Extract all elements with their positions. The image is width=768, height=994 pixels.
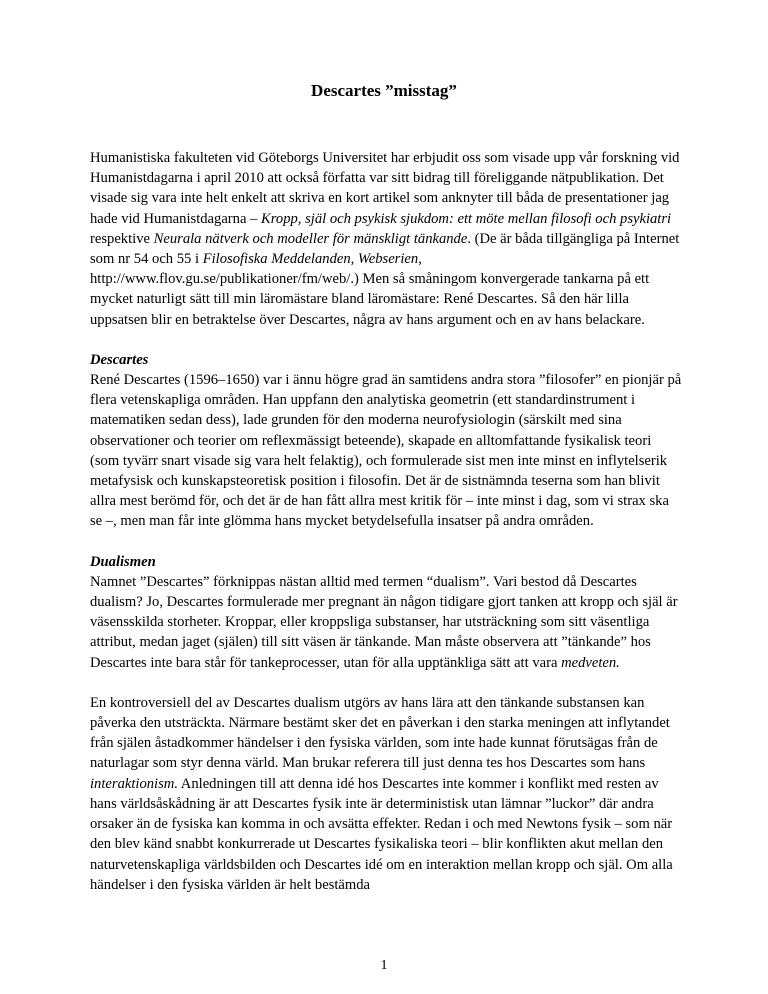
section-heading-descartes: Descartes <box>90 351 149 368</box>
document-title: Descartes ”misstag” <box>311 81 457 100</box>
paragraph-dualismen: Dualismen Namnet ”Descartes” förknippas nästan alltid med termen “dualism”. Vari bestod då Descartes dualism? Jo, Descartes formulerade mer pregnant än någon tidigare gjort tanken att kropp och själ är väsensskilda storheter. Kroppar, eller kroppsliga substanser, har utsträckning som sitt väsentliga attribut, medan jaget (själen) till sitt väsen är tänkande. Man måste observera att ”tänkande” hos Descartes inte bara står för tankeprocesser, utan för alla upptänkliga sätt att vara medveten. <box>90 552 682 673</box>
page-number: 1 <box>380 958 388 973</box>
document-body <box>90 148 682 915</box>
section-heading-dualismen: Dualismen <box>90 553 156 570</box>
paragraph-descartes: Descartes René Descartes (1596–1650) var i ännu högre grad än samtidens andra stora ”filosofer” en pionjär på flera vetenskapliga områden. Han uppfann den analytiska geometrin (ett standardinstrument i matematiken sedan dess), lade grunden för den moderna neurofysiologin (särskilt med sina observationer och teorier om reflexmässigt beteende), skapade en alltomfattande fysikalisk teori (som tyvärr snart visade sig vara helt felaktig), och formulerade sist men inte minst en inflytelserik metafysisk och kunskapsteoretisk position i filosofin. Det är de sistnämnda teserna som han blivit allra mest berömd för, och det är de han fått allra mest kritik för – inte minst i dag, som vi strax ska se –, men man får inte glömma hans mycket betydelsefulla insatser på andra områden. <box>90 351 682 530</box>
paragraph-interaktionism: En kontroversiell del av Descartes dualism utgörs av hans lära att den tänkande substansen kan påverka den utsträckta. Närmare bestämt sker det en påverkan i den starka meningen att inflytandet från själen åstadkommer händelser i den fysiska världen, som inte hade kunnat förutsägas från de naturlagar som styr denna värld. Man brukar referera till just denna tes hos Descartes som hans interaktionism. Anledningen till att denna idé hos Descartes inte kommer i konflikt med resten av hans världsåskådning är att Descartes fysik inte är deterministisk utan lämnar ”luckor” där andra orsaker än de fysiska kan komma in och avsätta effekter. Redan i och med Newtons fysik – som när den blev känd snabbt konkurrerade ut Descartes fysikaliska teori – blir konflikten akut mellan den naturvetenskapliga världsbilden och Descartes idé om en interaktion mellan kropp och själ. Om alla händelser i den fysiska världen är helt bestämda <box>90 694 673 893</box>
paragraph-intro: Humanistiska fakulteten vid Göteborgs Universitet har erbjudit oss som visade upp vår forskning vid Humanistdagarna i april 2010 att också författa var sitt bidrag till föreliggande nätpublikation. Det visade sig vara inte helt enkelt att skriva en kort artikel som anknyter till båda de presentationer jag hade vid Humanistdagarna – Kropp, själ och psykisk sjukdom: ett möte mellan filosofi och psykiatri respektive Neurala nätverk och modeller för mänskligt tänkande. (De är båda tillgängliga på Internet som nr 54 och 55 i Filosofiska Meddelanden, Webserien, http://www.flov.gu.se/publikationer/fm/web/.) Men så småningom konvergerade tankarna på ett mycket naturligt sätt till min läromästare bland läromästare: René Descartes. Så den här lilla uppsatsen blir en betraktelse över Descartes, några av hans argument och en av hans belackare. <box>90 150 680 328</box>
